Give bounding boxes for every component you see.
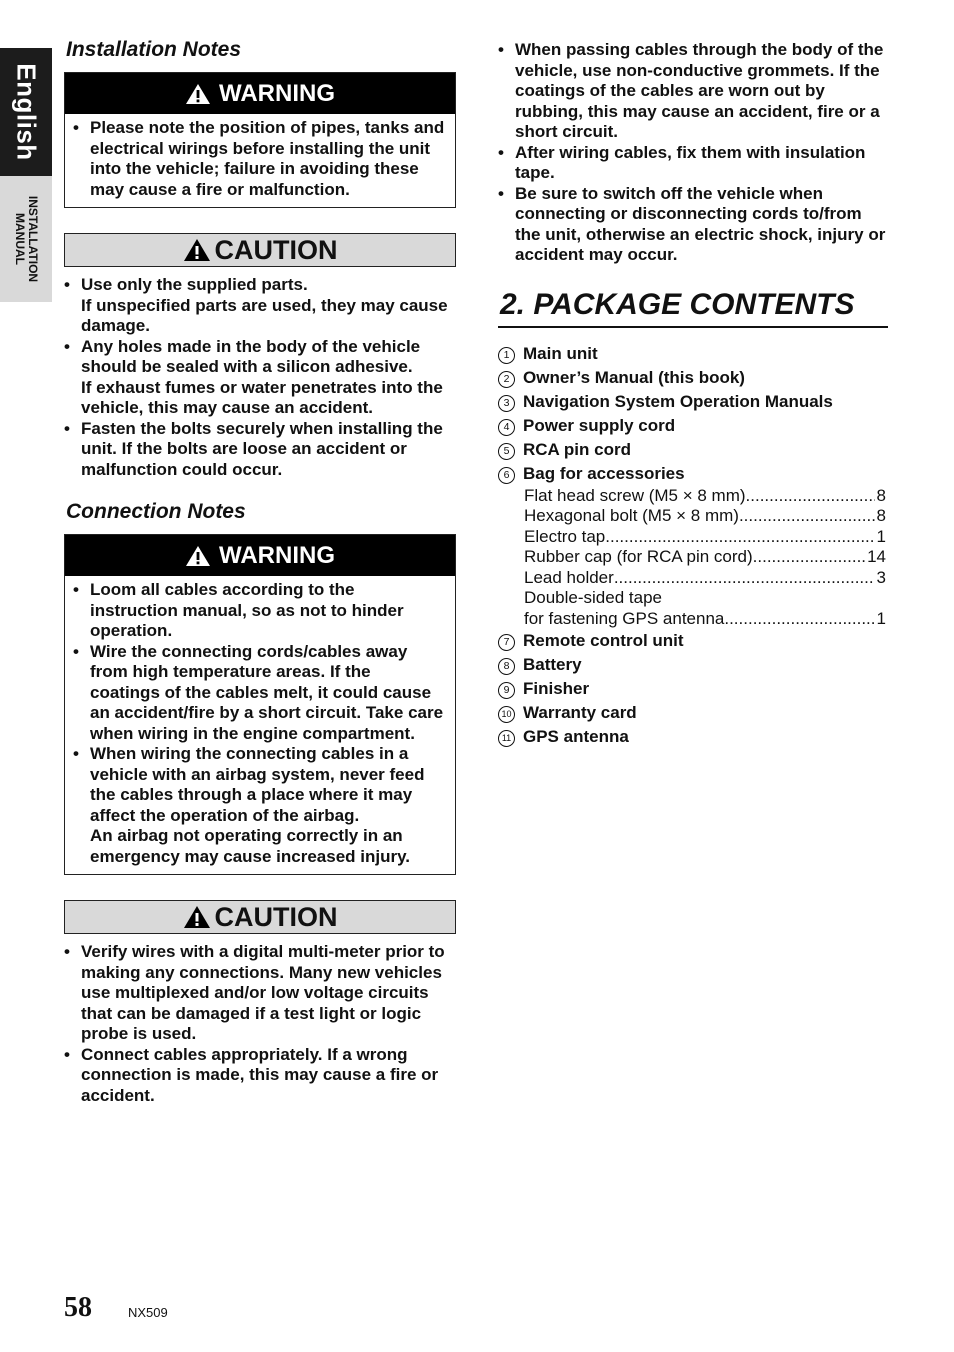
package-item: 3 Navigation System Operation Manuals: [498, 390, 890, 414]
installation-caution-header: [64, 233, 456, 267]
package-contents-title: 2. PACKAGE CONTENTS: [498, 288, 888, 328]
item-number: 3: [498, 395, 515, 412]
item-number: 2: [498, 371, 515, 388]
language-label: English: [11, 63, 42, 161]
page-number: 58: [64, 1292, 92, 1323]
accessory-item: Rubber cap (for RCA pin cord) ..... 14: [524, 547, 886, 568]
item-number: 5: [498, 443, 515, 460]
item-number: 9: [498, 682, 515, 699]
package-item: 10 Warranty card: [498, 701, 890, 725]
installation-warning-box: [64, 72, 456, 208]
caution-icon: [183, 238, 211, 262]
accessory-list: [524, 486, 886, 630]
caution-title: CAUTION: [214, 901, 338, 932]
item-number: 8: [498, 658, 515, 675]
item-number: 11: [498, 730, 515, 747]
caution-item: • Fasten the bolts securely when installing the unit. If the bolts are loose an accident or malfunction could occur.: [64, 419, 456, 481]
note-item: • When passing cables through the body of the vehicle, use non-conductive grommets. If the coatings of the cables are worn out by rubbing, this may cause an accident, fire or a short circuit.: [498, 40, 890, 143]
warning-title: WARNING: [219, 79, 335, 107]
section-tab: [0, 176, 52, 302]
package-item: 1 Main unit: [498, 342, 890, 366]
warning-item: • Loom all cables according to the instruction manual, so as not to hinder operation.: [73, 580, 445, 642]
package-item: 11 GPS antenna: [498, 725, 890, 749]
accessory-item: Lead holder ..... 3: [524, 568, 886, 589]
caution-title: CAUTION: [214, 234, 338, 265]
package-item: 2 Owner’s Manual (this book): [498, 366, 890, 390]
installation-warning-header: [65, 73, 455, 114]
note-item: • Be sure to switch off the vehicle when connecting or disconnecting cords to/from the unit, otherwise an electric shock, injury or accident may occur.: [498, 184, 890, 266]
right-column: [498, 40, 890, 749]
package-item: 6 Bag for accessories Flat head screw (M5 × 8 mm) ..... 8 Hexagonal bolt (M5 × 8 mm) ..... 8 Electro tap ..... 1 Rubber cap (for RCA pin cord) ..... 14 Lead holder ..... 3 Double-sided tape for fastening GPS antenna ..... 1: [498, 462, 890, 630]
warning-icon: [185, 545, 211, 567]
package-item: 8 Battery: [498, 653, 890, 677]
warning-icon: [185, 83, 211, 105]
connection-notes-heading: Connection Notes: [66, 500, 246, 523]
item-number: 7: [498, 634, 515, 651]
caution-item: • Use only the supplied parts. If unspecified parts are used, they may cause damage.: [64, 275, 456, 337]
item-number: 10: [498, 706, 515, 723]
caution-item: • Connect cables appropriately. If a wrong connection is made, this may cause a fire or accident.: [64, 1045, 456, 1107]
accessory-item: Double-sided tape: [524, 588, 662, 607]
warning-item: • When wiring the connecting cables in a vehicle with an airbag system, never feed the cables through a place where it may affect the operation of the airbag. An airbag not operating correctly in an emergency may cause increased injury.: [73, 744, 445, 867]
package-item: 4 Power supply cord: [498, 414, 890, 438]
connection-warning-box: [64, 534, 456, 875]
package-item: 5 RCA pin cord: [498, 438, 890, 462]
item-number: 6: [498, 467, 515, 484]
warning-title: WARNING: [219, 541, 335, 569]
connection-warning-header: [65, 535, 455, 576]
left-column: [64, 38, 456, 1106]
caution-item: • Verify wires with a digital multi-meter prior to making any connections. Many new vehicles use multiplexed and/or low voltage circuits that can be damaged if a test light or logic probe is used.: [64, 942, 456, 1045]
accessory-item: Hexagonal bolt (M5 × 8 mm) ..... 8: [524, 506, 886, 527]
warning-item: • Wire the connecting cords/cables away from high temperature areas. If the coatings of the cables melt, it could cause an accident/fire by a short circuit. Take care when wiring in the engine compartment.: [73, 642, 445, 745]
accessory-item: for fastening GPS antenna ..... 1: [524, 609, 886, 630]
language-tab: [0, 48, 52, 176]
package-item: 9 Finisher: [498, 677, 890, 701]
accessory-item: Flat head screw (M5 × 8 mm) ..... 8: [524, 486, 886, 507]
warning-item: • Please note the position of pipes, tanks and electrical wirings before installing the unit into the vehicle; failure in avoiding these may cause a fire or malfunction.: [73, 118, 445, 200]
item-number: 1: [498, 347, 515, 364]
caution-icon: [183, 905, 211, 929]
connection-caution-header: [64, 900, 456, 934]
caution-item: • Any holes made in the body of the vehicle should be sealed with a silicon adhesive. If exhaust fumes or water penetrates into the vehicle, this may cause an accident.: [64, 337, 456, 419]
installation-notes-heading: Installation Notes: [66, 38, 242, 61]
section-label: INSTALLATION MANUAL: [13, 195, 40, 283]
model-name: NX509: [128, 1305, 168, 1320]
note-item: • After wiring cables, fix them with insulation tape.: [498, 143, 890, 184]
accessory-item: Electro tap ..... 1: [524, 527, 886, 548]
package-list: [498, 342, 890, 750]
package-item: 7 Remote control unit: [498, 629, 890, 653]
item-number: 4: [498, 419, 515, 436]
